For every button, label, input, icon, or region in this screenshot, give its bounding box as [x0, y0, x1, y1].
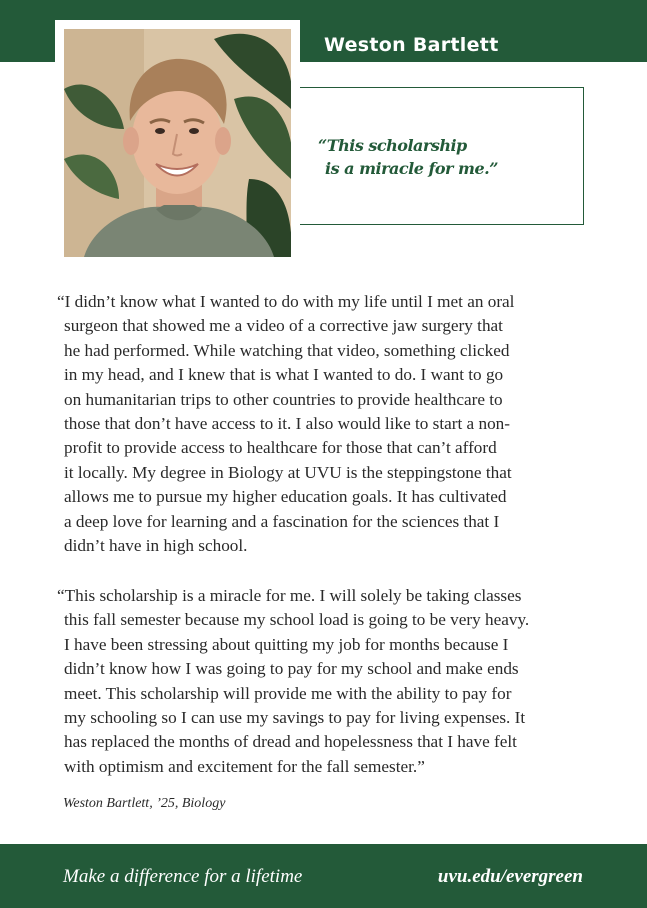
paragraph-line: with optimism and excitement for the fall semester.” — [64, 756, 425, 776]
paragraph-line: I have been stressing about quitting my job for months because I — [64, 634, 509, 654]
paragraph-line: my schooling so I can use my savings to pay for living expenses. It — [64, 708, 526, 728]
pull-quote-line: “This scholarship — [318, 136, 467, 155]
paragraph-line: “I didn’t know what I wanted to do with my life until I met an oral — [57, 292, 515, 311]
paragraph-line: on humanitarian trips to other countries to provide healthcare to — [64, 389, 503, 409]
paragraph-line: in my head, and I knew that is what I wanted to do. I want to go — [64, 365, 504, 385]
paragraph-line: has replaced the months of dread and hopelessness that I have felt — [64, 732, 517, 752]
pull-quote — [318, 134, 568, 180]
paragraph-line: he had performed. While watching that video, something clicked — [64, 340, 510, 360]
paragraph-line: this fall semester because my school load is going to be very heavy. — [64, 610, 530, 630]
paragraph-line: those that don’t have access to it. I also would like to start a non- — [64, 414, 510, 434]
paragraph-line: surgeon that showed me a video of a corrective jaw surgery that — [64, 316, 503, 336]
paragraph-line: profit to provide access to healthcare for those that can’t afford — [64, 438, 497, 458]
footer-tagline: Make a difference for a lifetime — [63, 866, 303, 887]
testimonial-paragraph-1 — [57, 290, 597, 558]
paragraph-line: meet. This scholarship will provide me with the ability to pay for — [64, 683, 512, 703]
footer-link[interactable]: uvu.edu/evergreen — [437, 866, 583, 887]
attribution: Weston Bartlett, ’25, Biology — [63, 796, 226, 811]
paragraph-line: didn’t have in high school. — [64, 536, 248, 556]
paragraph-line: a deep love for learning and a fascination for the sciences that I — [64, 511, 500, 531]
testimonial-paragraph-2 — [57, 584, 597, 779]
paragraph-line: didn’t know how I was going to pay for my school and make ends — [64, 659, 519, 679]
paragraph-line: it locally. My degree in Biology at UVU is the steppingstone that — [64, 462, 512, 482]
paragraph-line: allows me to pursue my higher education goals. It has cultivated — [64, 487, 507, 507]
paragraph-line: “This scholarship is a miracle for me. I will solely be taking classes — [57, 586, 522, 605]
student-name: Weston Bartlett — [324, 34, 499, 56]
pull-quote-line: is a miracle for me.” — [325, 159, 498, 178]
student-photo — [64, 29, 291, 257]
